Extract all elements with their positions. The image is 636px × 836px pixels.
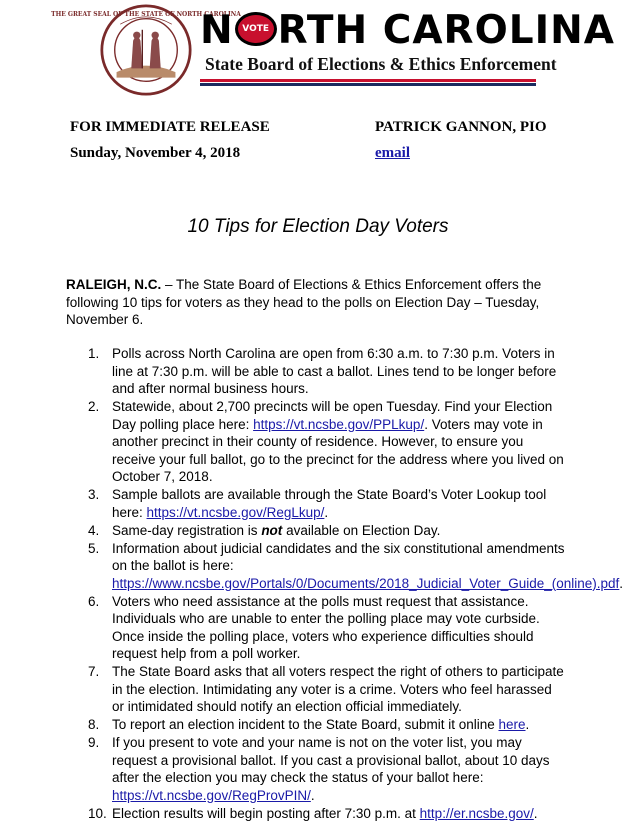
tip-text: Polls across North Carolina are open from 6:30 a.m. to 7:30 p.m. Voters in line at 7:30 p.m. will be able to cast a ballot. Lines tend to be longer before and after normal business hours. [112,346,557,396]
tip-text-cont: . [619,575,624,591]
tip-number: 9. [88,735,100,750]
tip-number: 2. [88,399,100,414]
tip-text-cont: . [525,717,530,732]
tip-text-cont: . [533,805,538,821]
brand-title [200,8,615,54]
intro-text: – The State Board of Elections & Ethics Enforcement offers the following 10 tips for voters as they head to the polls on Election Day – Tuesday, November 6. [66,277,542,327]
tip-item [66,593,566,663]
brand-title-n: N [200,8,234,53]
provisional-ballot-link[interactable]: https://vt.ncsbe.gov/RegProvPIN/ [112,787,311,803]
release-date: Sunday, November 4, 2018 [70,145,241,161]
tip-text: Sample ballots are available through the State Board’s Voter Lookup tool here: [112,487,547,520]
judicial-guide-link[interactable]: https://www.ncsbe.gov/Portals/0/Documents/2018_Judicial_Voter_Guide_(online).pdf [112,575,620,591]
document-title: 10 Tips for Election Day Voters [187,216,449,237]
brand-title-rest: RTH CAROLINA [277,8,615,53]
tip-text: Statewide, about 2,700 precincts will be open Tuesday. Find your Election Day polling place here: [112,399,553,432]
report-incident-link[interactable]: here [498,717,526,732]
tip-text: If you present to vote and your name is not on the voter list, you may request a provisional ballot. If you cast a provisional ballot, about 10 days after the election you may check the status of your ballot here: [112,735,550,785]
tip-text-cont: available on Election Day. [282,522,441,538]
seal-text: THE GREAT SEAL OF THE STATE OF NORTH CAROLINA [51,10,241,18]
tips-list [66,345,624,823]
tip-item [66,663,566,716]
tip-item [66,522,566,540]
polling-place-link[interactable]: https://vt.ncsbe.gov/PPLkup/ [253,416,425,432]
tip-text: The State Board asks that all voters respect the right of others to participate in the election. Intimidating any voter is a crime. Voters who feel harassed or intimidated should notify an election official immediately. [112,664,564,714]
tip-text-cont: . [310,787,315,803]
release-label: FOR IMMEDIATE RELEASE [70,119,270,135]
state-seal [51,4,241,96]
tip-number: 4. [88,522,100,538]
tip-number: 5. [88,540,100,556]
brand-rule-red [200,79,536,82]
email-link[interactable]: email [375,145,410,161]
election-results-link[interactable]: http://er.ncsbe.gov/ [419,805,534,821]
tip-number: 6. [88,593,100,609]
tip-text: Election results will begin posting after 7:30 p.m. at [112,805,420,821]
brand-subtitle: State Board of Elections & Ethics Enforcement [205,54,557,74]
dateline: RALEIGH, N.C. [66,277,162,292]
tip-number: 8. [88,717,100,732]
tip-number: 10. [88,805,107,821]
tip-item [66,716,566,734]
tip-item [66,805,566,823]
tip-item [66,540,624,593]
tip-text: To report an election incident to the State Board, submit it online [112,717,499,732]
tip-item [66,486,566,521]
tip-item [66,734,566,804]
tip-text-cont: . [324,504,329,520]
emphasis-not: not [261,522,283,538]
tip-text: Same-day registration is [112,522,262,538]
tip-item [66,398,566,486]
vote-badge: VOTE [235,12,277,46]
tip-text: Voters who need assistance at the polls must request that assistance. Individuals who are unable to enter the polling place may vote curbside. Once inside the polling place, voters who experience difficulties should request help from a poll worker. [112,593,540,661]
intro-paragraph [66,276,566,329]
tip-item [66,345,566,398]
tip-text-cont: . Voters may vote in another precinct in their county of residence. However, to ensure you receive your full ballot, go to the precinct for the address where you lived on October 7, 2018. [112,416,564,484]
contact-name: PATRICK GANNON, PIO [375,119,547,135]
tip-number: 3. [88,487,100,502]
voter-lookup-link[interactable]: https://vt.ncsbe.gov/RegLkup/ [146,504,325,520]
brand-rule-navy [200,83,536,86]
tip-number: 7. [88,664,100,679]
tip-number: 1. [88,346,100,361]
tip-text: Information about judicial candidates and the six constitutional amendments on the ballot is here: [112,540,565,573]
